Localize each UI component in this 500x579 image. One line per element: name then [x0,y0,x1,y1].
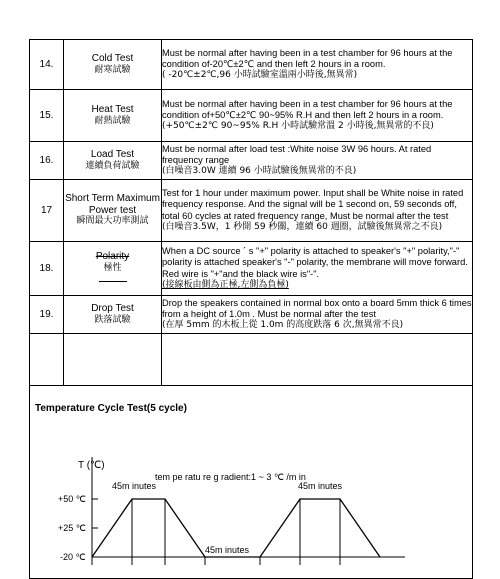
gradient-annotation: tem pe ratu re g radient:1 ~ 3 ℃ /m in [155,472,306,482]
description-zh: (白噪音3.5W，1 秒開 59 秒關，連續 60 週圈，試驗後無異常之不良) [162,221,443,232]
description-zh: (接線板由側為正極,左側為負極) [162,279,289,290]
description-zh: ( -20℃±2℃,96 小時試驗室溫兩小時後,無異常) [162,70,358,81]
description-en: Drop the speakers contained in normal box onto a board 5mm thick 6 times from a height of 1.0m . Must be normal after the test [162,297,472,319]
description-en: Must be normal after having been in a test chamber for 96 hours at the condition of+50℃±2℃ 90~95% R.H and then left 2 hours in a room. [162,98,453,120]
row-number: 16. [30,142,64,180]
empty-cell [64,334,162,386]
test-name-en: Short Term Maximum Power test [65,193,160,216]
y-axis-label: T (℃) [78,460,105,471]
test-item [64,180,162,242]
table-row [30,296,473,334]
test-name-zh: 瞬間最大功率測試 [76,216,149,227]
test-description [162,242,473,296]
test-item [64,142,162,180]
test-item [64,242,162,296]
row-number: 17 [30,180,64,242]
description-en: Must be normal after load test :White noise 3W 96 hours. At rated frequency range [162,143,432,165]
test-description [162,180,473,242]
temperature-cycle-graph [0,440,500,565]
table-row [30,40,473,90]
test-description [162,142,473,180]
row-number: 18. [30,242,64,296]
table-row [30,142,473,180]
dwell-label-bottom: 45m inutes [205,545,250,555]
test-name-en: Heat Test [91,104,134,115]
test-name-zh: 連續負荷試驗 [85,160,140,171]
table-row [30,90,473,142]
description-zh: (+50℃±2℃ 90~95% R.H 小時試驗常溫 2 小時後,無異常的不良) [162,121,434,132]
dwell-label-right: 45m inutes [298,481,343,491]
test-name-zh: 耐寒試驗 [94,64,131,75]
test-name-zh: 耐熱試驗 [94,115,131,126]
description-zh: (白噪音3.0W 連續 96 小時試驗後無異常的不良) [162,166,357,177]
y-tick-label: +50 ℃ [58,494,86,504]
y-tick-label: -20 ℃ [60,552,86,562]
table-row [30,242,473,296]
test-name-en: Load Test [90,149,135,160]
underline-mark [99,281,127,282]
section-title: Temperature Cycle Test(5 cycle) [35,403,187,414]
description-en: When a DC source ´ s "+" polarity is attached to speaker's "+" polarity,"-" polarity is attached speaker's "-" polarity, the membrane will move forward. Red wire is "+"and the black wire is"-". [162,246,468,279]
table-row [30,180,473,242]
test-name-en: Drop Test [91,303,134,314]
test-item [64,40,162,90]
test-description [162,296,473,334]
table-row-empty [30,334,473,386]
empty-cell [30,334,64,386]
description-en: Must be normal after having been in a test chamber for 96 hours at the condition of-20℃±2℃ and then left 2 hours in a room. [162,47,453,69]
description-en: Test for 1 hour under maximum power. Input shall be White noise in rated frequency response. And the signal will be 1 second on, 59 seconds off, total 60 cycles at rated frequency range, Must be normal after the test [162,188,464,221]
test-description [162,40,473,90]
test-name-zh: 極性 [103,262,122,273]
dwell-label-left: 45m inutes [112,481,157,491]
test-name-en: Cold Test [91,53,134,64]
row-number: 19. [30,296,64,334]
test-item [64,90,162,142]
row-number: 14. [30,40,64,90]
test-name-en: Polarity [95,251,130,263]
y-tick-label: +25 ℃ [58,523,86,533]
empty-cell [162,334,473,386]
test-name-zh: 跌落試驗 [94,314,131,325]
test-spec-table [29,39,473,386]
test-description [162,90,473,142]
test-item [64,296,162,334]
description-zh: (在厚 5mm 的木板上從 1.0m 的高度跌落 6 次,無異常不良) [162,320,404,331]
row-number: 15. [30,90,64,142]
